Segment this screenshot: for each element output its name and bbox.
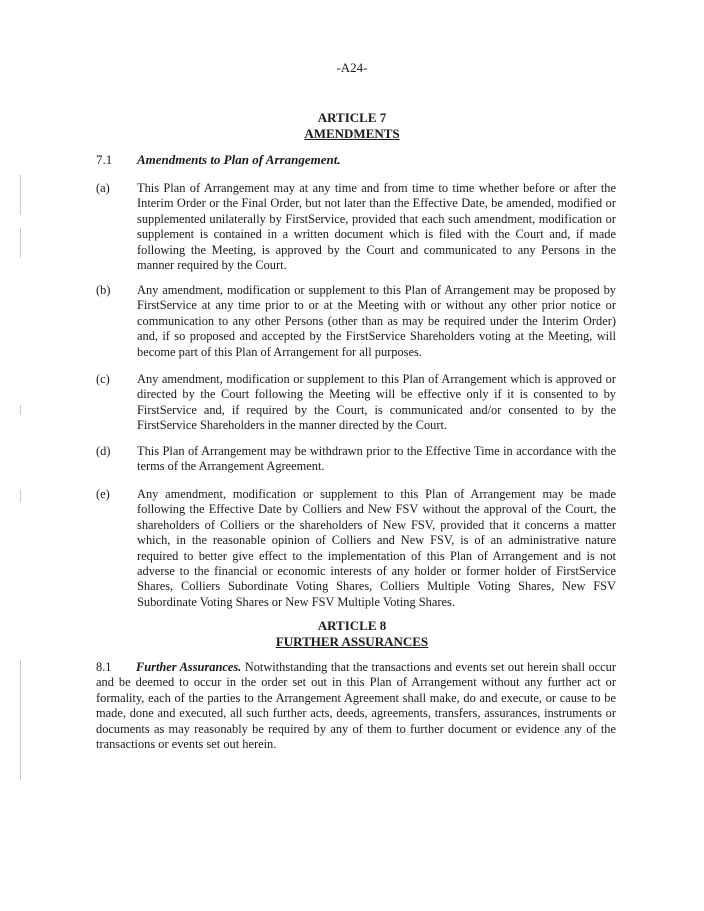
paragraph-d [96,444,616,475]
paragraph-e [96,487,616,610]
article-7-title: ARTICLE 7 [317,110,387,125]
paragraph-label: (b) [96,283,111,297]
article-7-subtitle: AMENDMENTS [304,126,400,141]
paragraph-text: Any amendment, modification or supplement to this Plan of Arrangement may be proposed by FirstService at any time prior to or at the Meeting with or without any other prior notice or communication to any other Persons (other than as may be required under the Interim Order) and, if so proposed and accepted by the FirstService Shareholders voting at the Meeting, will become part of this Plan of Arrangement for all purposes. [137,283,616,359]
article-7-heading [0,110,704,142]
section-title: Further Assurances. [136,660,242,674]
paragraph-text: This Plan of Arrangement may at any time and from time to time whether before or after the Interim Order or the Final Order, but not later than the Effective Date, be amended, modified or supplemented unilaterally by FirstService, provided that each such amendment, modification or supplement is contained in a written document which is filed with the Court and, if made following the Meeting, is approved by the Court and communicated to any Persons in the manner required by the Court. [137,181,616,273]
paragraph-label: (e) [96,487,110,501]
paragraph-text: Any amendment, modification or supplement to this Plan of Arrangement may be made following the Effective Date by Colliers and New FSV without the approval of the Court, the shareholders of Colliers or the shareholders of New FSV, provided that it concerns a matter which, in the reasonable opinion of Colliers and New FSV, is of an administrative nature required to better give effect to the implementation of this Plan of Arrangement and is not adverse to the financial or economic interests of any holder or former holder of FirstService Shares, Colliers Subordinate Voting Shares, Colliers Multiple Voting Shares, New FSV Subordinate Voting Shares or New FSV Multiple Voting Shares. [137,487,616,609]
paragraph-a [96,181,616,273]
section-text: Notwithstanding that the transactions and events set out herein shall occur and be deemed to occur in the order set out in this Plan of Arrangement without any further act or formality, each of the parties to the Arrangement Agreement shall make, do and execute, or cause to be made, done and executed, all such further acts, deeds, agreements, transfers, assurances, instruments or documents as may reasonably be required by any of them to further document or evidence any of the transactions or events set out herein. [96,660,616,752]
article-8-subtitle: FURTHER ASSURANCES [275,634,429,649]
paragraph-c [96,372,616,434]
section-number: 7.1 [96,152,113,167]
section-number: 8.1 [96,660,112,674]
article-8-heading [0,618,704,650]
paragraph-label: (c) [96,372,110,386]
page-number: -A24- [336,60,368,75]
paragraph-b [96,283,616,360]
section-8-1 [96,660,616,752]
paragraph-label: (a) [96,181,110,195]
article-8-title: ARTICLE 8 [317,618,387,633]
section-title: Amendments to Plan of Arrangement. [137,152,341,167]
paragraph-text: Any amendment, modification or supplement to this Plan of Arrangement which is approved or directed by the Court following the Meeting will be effective only if it is consented to by FirstService and, if required by the Court, is communicated and/or consented to by the FirstService Shareholders in the manner directed by the Court. [137,372,616,433]
paragraph-text: This Plan of Arrangement may be withdrawn prior to the Effective Time in accordance with the terms of the Arrangement Agreement. [137,444,616,474]
paragraph-label: (d) [96,444,111,458]
